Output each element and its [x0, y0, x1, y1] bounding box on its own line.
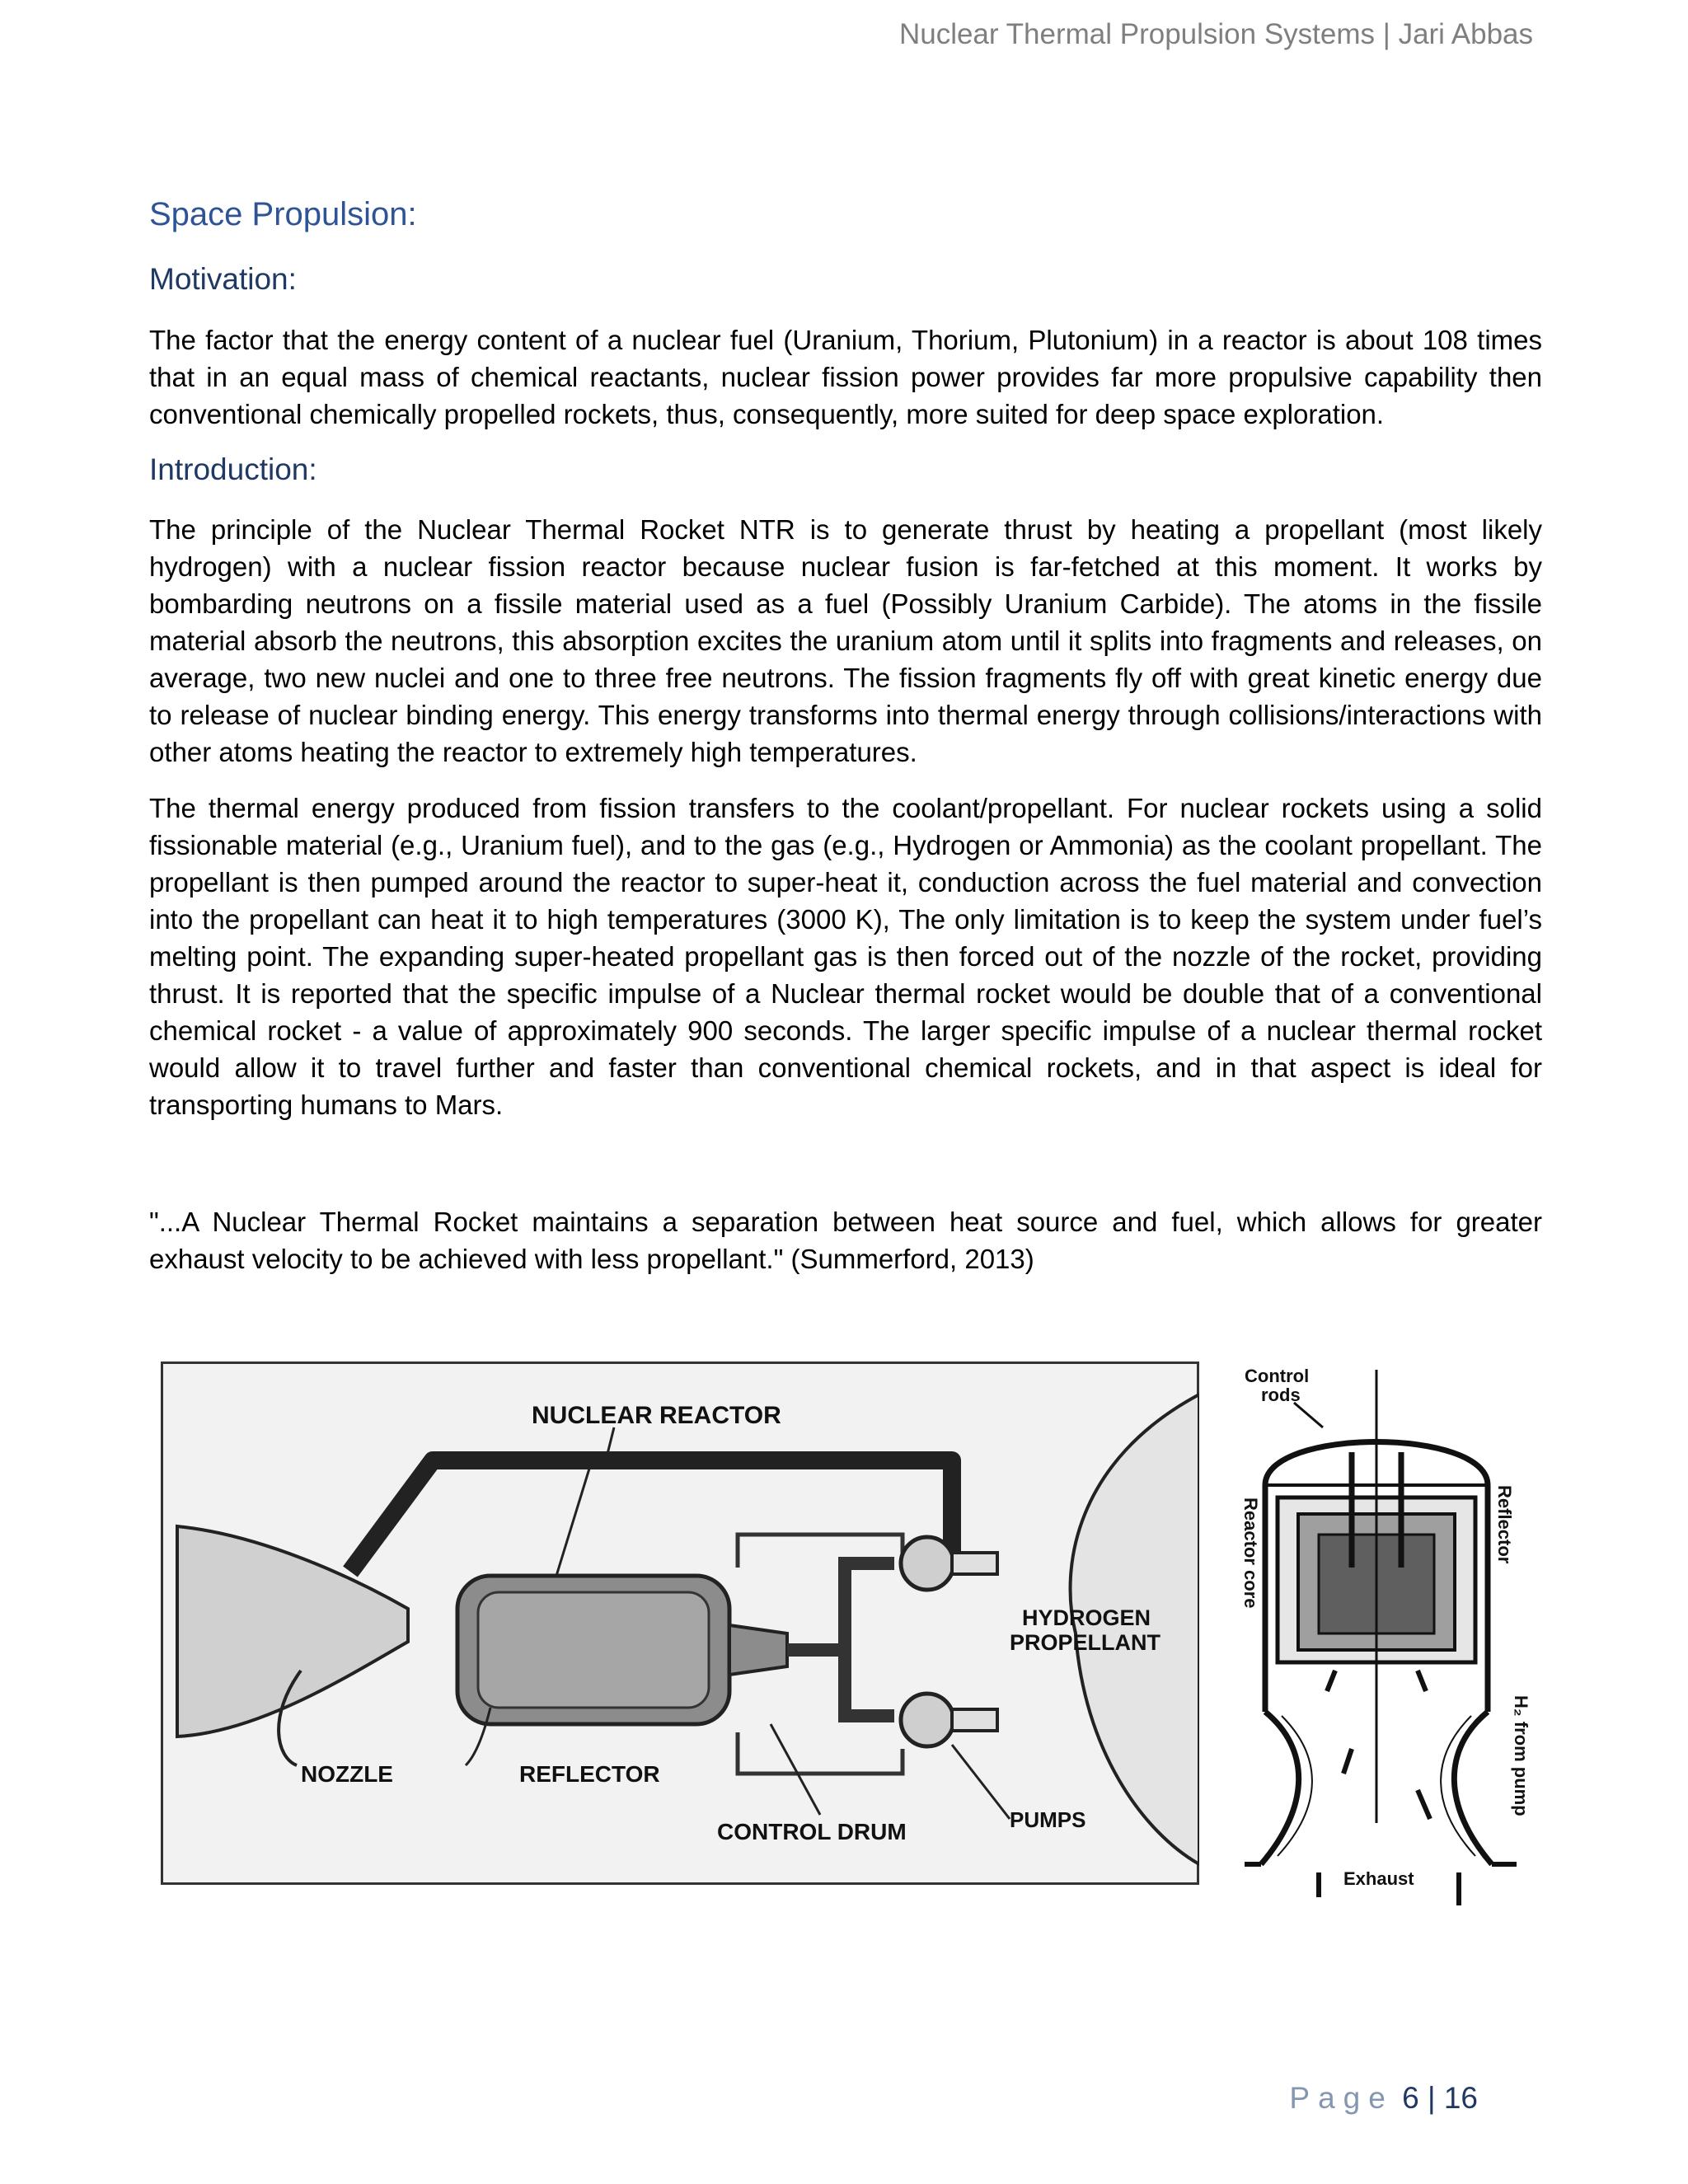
- label-h2-from-pump: H₂ from pump: [1511, 1695, 1531, 1816]
- section-title: Space Propulsion:: [149, 196, 417, 232]
- label-exhaust: Exhaust: [1343, 1868, 1414, 1889]
- label-hydrogen-line2: PROPELLANT: [1010, 1630, 1161, 1655]
- reactor-core-section-figure: [1212, 1361, 1541, 1922]
- ntr-schematic-figure: [161, 1361, 1199, 1885]
- label-reactor-core: Reactor core: [1240, 1497, 1261, 1609]
- introduction-paragraph-2: The thermal energy produced from fission transfers to the coolant/propellant. For nuclear rockets using a solid fissionable material (e.g., Uranium fuel), and to the gas (e.g., Hydrogen or Ammonia) as the coolant propellant. The propellant is then pumped around the reactor to super-heat it, conduction across the fuel material and convection into the propellant can heat it to high temperatures (3000 K), The only limitation is to keep the system under fuel’s melting point. The expanding super-heated propellant gas is then forced out of the nozzle of the rocket, providing thrust. It is reported that the specific impulse of a Nuclear thermal rocket would be double that of a conventional chemical rocket - a value of approximately 900 seconds. The larger specific impulse of a nuclear thermal rocket would allow it to travel further and faster than conventional chemical rockets, and in that aspect is ideal for transporting humans to Mars.: [149, 793, 1542, 1120]
- running-header: Nuclear Thermal Propulsion Systems | Jari Abbas: [898, 18, 1533, 50]
- label-pumps: PUMPS: [1010, 1807, 1086, 1832]
- label-control-rods-line2: rods: [1261, 1385, 1301, 1405]
- label-nozzle: NOZZLE: [301, 1761, 393, 1787]
- motivation-heading: Motivation:: [149, 262, 297, 296]
- pump-upper: [901, 1537, 954, 1590]
- page-footer: [1289, 2081, 1478, 2116]
- label-hydrogen-line1: HYDROGEN: [1022, 1605, 1151, 1630]
- reflector-shape: [478, 1592, 709, 1708]
- label-nuclear-reactor: NUCLEAR REACTOR: [532, 1402, 781, 1429]
- pump-lower: [901, 1694, 954, 1746]
- motivation-paragraph: The factor that the energy content of a nuclear fuel (Uranium, Thorium, Plutonium) in a reactor is about 108 times that in an equal mass of chemical reactants, nuclear fission power provides far more propulsive capability then conventional chemically propelled rockets, thus, consequently, more suited for deep space exploration.: [149, 325, 1542, 429]
- introduction-paragraph-1: The principle of the Nuclear Thermal Rocket NTR is to generate thrust by heating a propellant (most likely hydrogen) with a nuclear fission reactor because nuclear fusion is far-fetched at this moment. It works by bombarding neutrons on a fissile material used as a fuel (Possibly Uranium Carbide). The atoms in the fissile material absorb the neutrons, this absorption excites the uranium atom until it splits into fragments and releases, on average, two new nuclei and one to three free neutrons. The fission fragments fly off with great kinetic energy due to release of nuclear binding energy. This energy transforms into thermal energy through collisions/interactions with other atoms heating the reactor to extremely high temperatures.: [149, 514, 1542, 767]
- page-word: Page: [1289, 2081, 1394, 2115]
- page-number: 6 | 16: [1402, 2081, 1478, 2115]
- quote-paragraph: "...A Nuclear Thermal Rocket maintains a separation between heat source and fuel, which allows for greater exhaust velocity to be achieved with less propellant." (Summerford, 2013): [149, 1207, 1542, 1274]
- label-control-rods-line1: Control: [1245, 1366, 1310, 1386]
- label-control-drum: CONTROL DRUM: [717, 1819, 907, 1844]
- introduction-heading: Introduction:: [149, 452, 317, 486]
- label-reflector: REFLECTOR: [519, 1761, 660, 1787]
- label-reflector-right: Reflector: [1494, 1485, 1515, 1564]
